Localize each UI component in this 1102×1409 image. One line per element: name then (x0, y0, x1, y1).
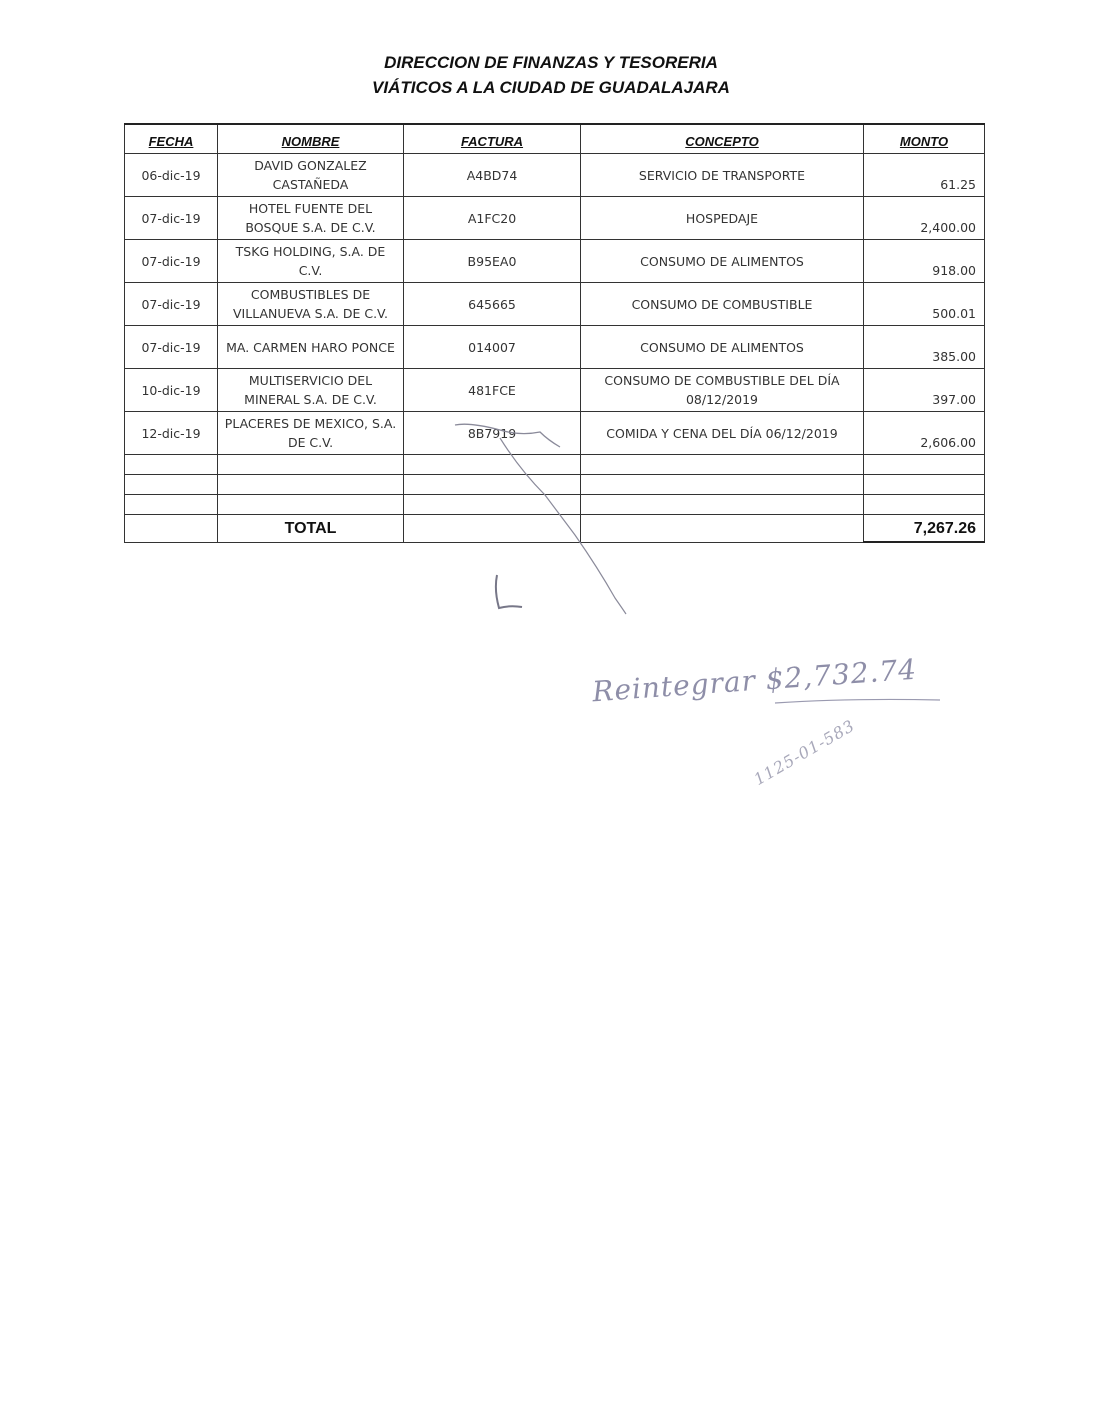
column-header-fecha: FECHA (125, 124, 218, 154)
cell-monto: 2,400.00 (864, 197, 985, 240)
cell-monto: 918.00 (864, 240, 985, 283)
account-code-annotation: 1125-01-583 (750, 715, 859, 789)
column-header-concepto: CONCEPTO (581, 124, 864, 154)
cell-monto: 385.00 (864, 326, 985, 369)
column-header-monto: MONTO (864, 124, 985, 154)
signature-stroke (455, 424, 560, 447)
reintegrar-annotation: Reintegrar $2,732.74 (591, 652, 919, 709)
initial-mark (496, 575, 522, 608)
cell-fecha: 10-dic-19 (125, 369, 218, 412)
cell-fecha: 06-dic-19 (125, 154, 218, 197)
cell-concepto: CONSUMO DE COMBUSTIBLE DEL DÍA 08/12/2019 (581, 369, 864, 412)
cell-nombre: COMBUSTIBLES DE VILLANUEVA S.A. DE C.V. (218, 283, 404, 326)
header-line-2: VIÁTICOS A LA CIUDAD DE GUADALAJARA (372, 78, 730, 97)
cell-concepto: CONSUMO DE COMBUSTIBLE (581, 283, 864, 326)
cell-factura: B95EA0 (404, 240, 581, 283)
cell-concepto: CONSUMO DE ALIMENTOS (581, 326, 864, 369)
cell-factura: A1FC20 (404, 197, 581, 240)
cell-monto: 500.01 (864, 283, 985, 326)
cell-nombre: TSKG HOLDING, S.A. DE C.V. (218, 240, 404, 283)
cell-fecha: 07-dic-19 (125, 326, 218, 369)
cell-concepto: COMIDA Y CENA DEL DÍA 06/12/2019 (581, 412, 864, 455)
cell-fecha: 07-dic-19 (125, 197, 218, 240)
cell-monto: 2,606.00 (864, 412, 985, 455)
cell-concepto: SERVICIO DE TRANSPORTE (581, 154, 864, 197)
cell-factura: 8B7919 (404, 412, 581, 455)
cell-factura: 481FCE (404, 369, 581, 412)
column-header-factura: FACTURA (404, 124, 581, 154)
cell-fecha: 07-dic-19 (125, 283, 218, 326)
total-value: 7,267.26 (864, 515, 985, 543)
cell-concepto: HOSPEDAJE (581, 197, 864, 240)
cell-nombre: PLACERES DE MEXICO, S.A. DE C.V. (218, 412, 404, 455)
cell-fecha: 12-dic-19 (125, 412, 218, 455)
cell-monto: 397.00 (864, 369, 985, 412)
cell-nombre: MA. CARMEN HARO PONCE (218, 326, 404, 369)
cell-factura: 014007 (404, 326, 581, 369)
cell-concepto: CONSUMO DE ALIMENTOS (581, 240, 864, 283)
signature-stroke (500, 438, 626, 614)
cell-nombre: DAVID GONZALEZ CASTAÑEDA (218, 154, 404, 197)
cell-factura: A4BD74 (404, 154, 581, 197)
cell-fecha: 07-dic-19 (125, 240, 218, 283)
column-header-nombre: NOMBRE (218, 124, 404, 154)
cell-nombre: MULTISERVICIO DEL MINERAL S.A. DE C.V. (218, 369, 404, 412)
cell-nombre: HOTEL FUENTE DEL BOSQUE S.A. DE C.V. (218, 197, 404, 240)
cell-factura: 645665 (404, 283, 581, 326)
total-label: TOTAL (218, 515, 404, 543)
reintegrar-underline (775, 699, 940, 703)
cell-monto: 61.25 (864, 154, 985, 197)
header-line-1: DIRECCION DE FINANZAS Y TESORERIA (384, 53, 718, 72)
